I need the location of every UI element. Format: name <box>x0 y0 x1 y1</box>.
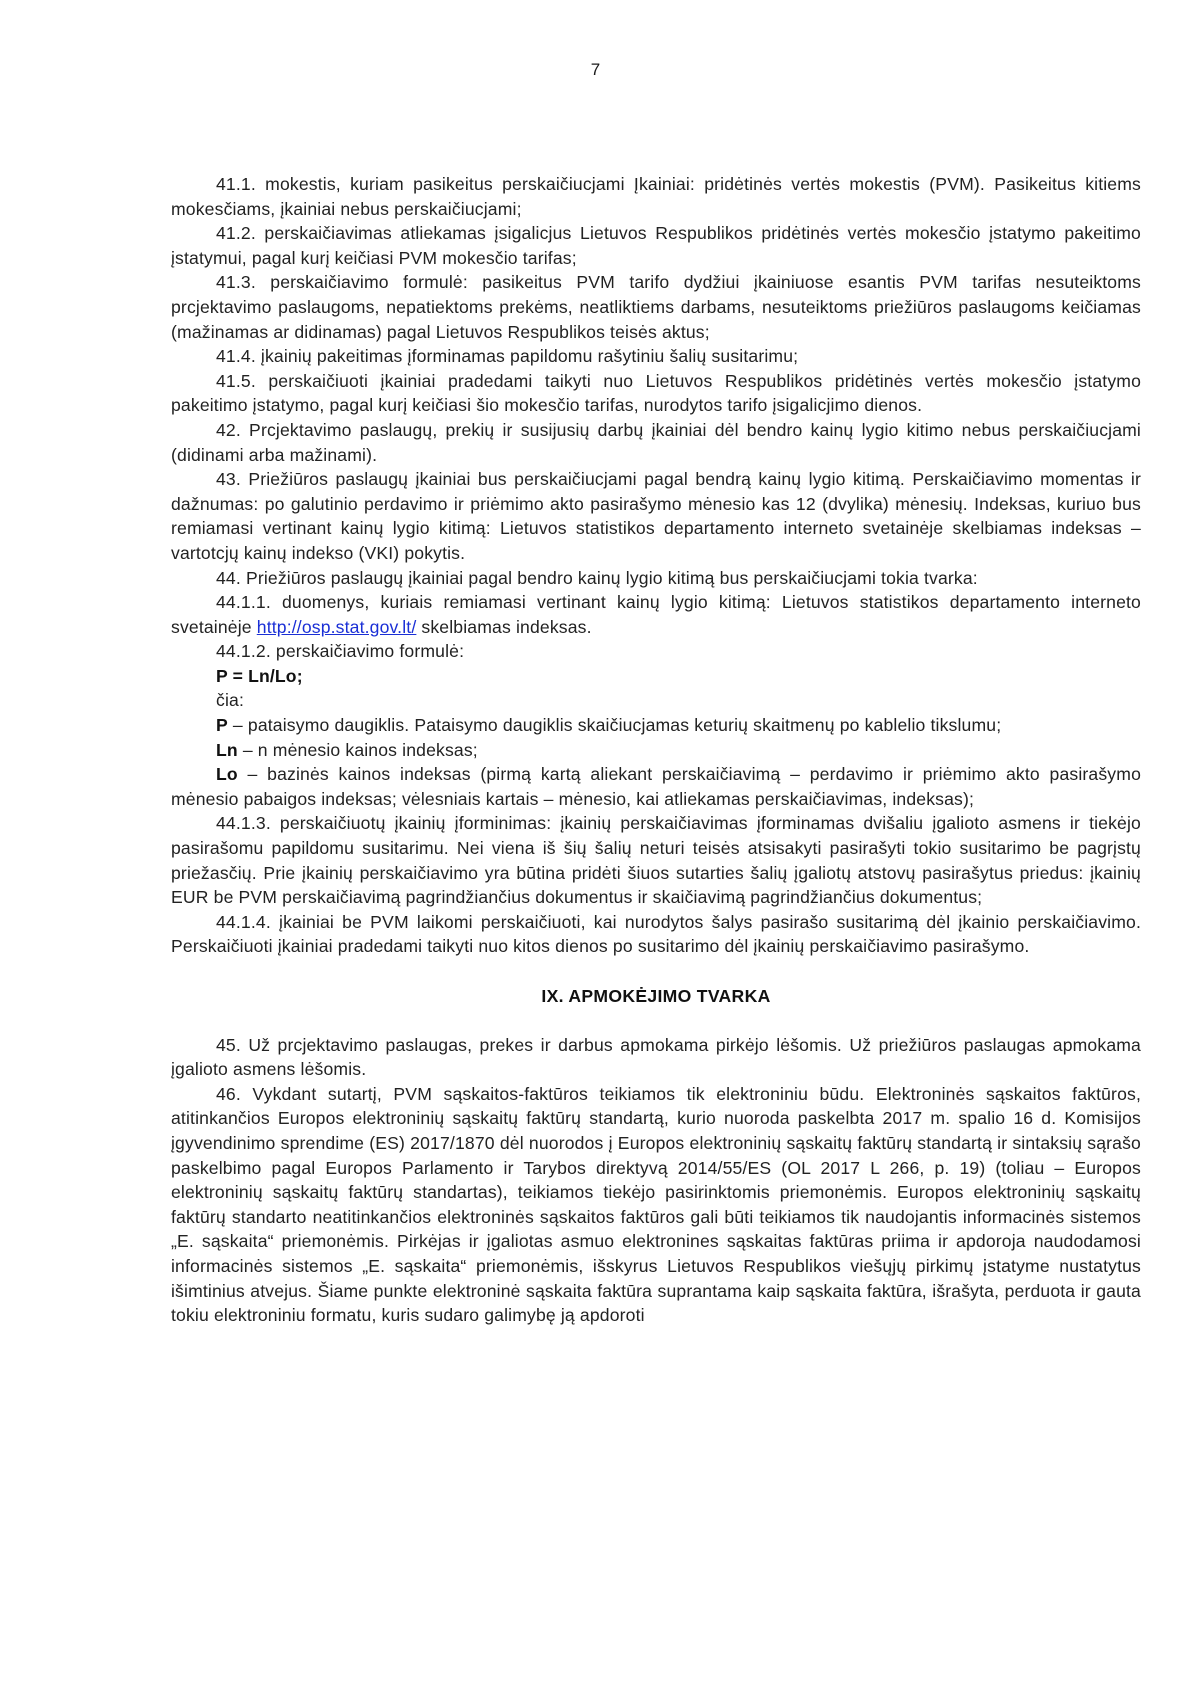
stat-website-link[interactable]: http://osp.stat.gov.lt/ <box>256 616 417 637</box>
definition-p-text: – pataisymo daugiklis. Pataisymo daugiklis skaičiucjamas keturių skaitmenų po kablelio tikslumu; <box>227 715 1002 736</box>
clause-43: 43. Priežiūros paslaugų įkainiai bus perskaičiucjami pagal bendrą kainų lygio kitimą. Perskaičiavimo momentas ir dažnumas: po galutinio perdavimo ir priėmimo akto pasirašymo mėnesio kas 12 (dvylika) mėnesių. Indeksas, kuriuo bus remiamasi vertinant kainų lygio kitimą: Lietuvos statistikos departamento interneto svetainėje skelbiamas indeksas – vartotcjų kainų indekso (VKI) pokytis. <box>171 469 1141 563</box>
clause-44-1-1 <box>171 590 1141 639</box>
where-label: čia: <box>216 690 244 711</box>
clause-44-1-3: 44.1.3. perskaičiuotų įkainių įforminimas: įkainių perskaičiavimas įforminamas dvišaliu įgalioto asmens ir tiekėjo pasirašomu papildomu susitarimu. Nei viena iš šių šalių neturi teisės atsisakyti pasirašyti tokio susitarimo be pagrįstų priežasčių. Prie įkainių perskaičiavimo yra būtina pridėti šiuos sutarties šalių įgaliotų atstovų pasirašytus priedus: įkainių EUR be PVM perskaičiavimą pagrindžiančius dokumentus ir skaičiavimą pagrindžiančius dokumentus; <box>171 813 1141 908</box>
page-number: 7 <box>590 60 601 79</box>
clause-41-5: 41.5. perskaičiuoti įkainiai pradedami taikyti nuo Lietuvos Respublikos pridėtinės vertės mokesčio įstatymo pakeitimo įstatymo, pagal kurį keičiasi šio mokesčio tarifas, nurodytos tarifo įsigalicjimo dienos. <box>171 370 1141 416</box>
clause-41-4: 41.4. įkainių pakeitimas įforminamas papildomu rašytiniu šalių susitarimu; <box>216 346 799 367</box>
document-body <box>171 172 1141 1328</box>
definition-p-term: P <box>216 715 228 736</box>
definition-ln-text: – n mėnesio kainos indeksas; <box>237 739 478 760</box>
clause-45: 45. Už prcjektavimo paslaugas, prekes ir darbus apmokama pirkėjo lėšomis. Už priežiūros paslaugas apmokama įgalioto asmens lėšomis. <box>171 1034 1141 1080</box>
clause-44-1-1-text: 44.1.1. duomenys, kuriais remiamasi vertinant kainų lygio kitimą: Lietuvos statistikos departamento interneto svetainėje <box>171 592 1141 637</box>
clause-41-2: 41.2. perskaičiavimas atliekamas įsigalicjus Lietuvos Respublikos pridėtinės vertės mokesčio įstatymo pakeitimo įstatymui, pagal kurį keičiasi PVM mokesčio tarifas; <box>171 223 1141 268</box>
section-heading: IX. APMOKĖJIMO TVARKA <box>541 986 771 1006</box>
clause-44-1-2: 44.1.2. perskaičiavimo formulė: <box>216 641 465 662</box>
definition-lo-text: – bazinės kainos indeksas (pirmą kartą aliekant perskaičiavimą – perdavimo ir priėmimo akto pasirašymo mėnesio pabaigos indeksas; vėlesniais kartais – mėnesio, kai atliekamas perskaičiavimas, indeksas); <box>171 764 1141 809</box>
clause-41-1: 41.1. mokestis, kuriam pasikeitus perskaičiucjami Įkainiai: pridėtinės vertės mokestis (PVM). Pasikeitus kitiems mokesčiams, įkainiai nebus perskaičiucjami; <box>171 174 1141 219</box>
clause-41-3: 41.3. perskaičiavimo formulė: pasikeitus PVM tarifo dydžiui įkainiuose esantis PVM tarifas nesuteiktoms prcjektavimo paslaugoms, nepatiektoms prekėms, neatliktiems darbams, nesuteiktoms priežiūros paslaugoms keičiamas (mažinamas ar didinamas) pagal Lietuvos Respublikos teisės aktus; <box>171 272 1141 342</box>
clause-42: 42. Prcjektavimo paslaugų, prekių ir susijusių darbų įkainiai dėl bendro kainų lygio kitimo nebus perskaičiucjami (didinami arba mažinami). <box>171 419 1141 465</box>
formula-text: P = Ln/Lo; <box>216 665 303 686</box>
clause-44-1-4: 44.1.4. įkainiai be PVM laikomi perskaičiuoti, kai nurodytos šalys pasirašo susitarimą dėl įkainio perskaičiavimo. Perskaičiuoti įkainiai pradedami taikyti nuo kitos dienos po susitarimo dėl įkainių perskaičiavimo pasirašymo. <box>171 911 1141 957</box>
definition-ln-term: Ln <box>216 739 238 760</box>
clause-44-1-1-tail: skelbiamas indeksas. <box>416 616 592 637</box>
clause-46: 46. Vykdant sutartį, PVM sąskaitos-faktūros teikiamos tik elektroniniu būdu. Elektroninės sąskaitos faktūros, atitinkančios Europos elektroninių sąskaitų faktūrų standartą, kurio nuoroda paskelbta 2017 m. spalio 16 d. Komisijos įgyvendinimo sprendime (ES) 2017/1870 dėl nuorodos į Europos elektroninių sąskaitų faktūrų standartą ir sintaksių sąrašo paskelbimo pagal Europos Parlamento ir Tarybos direktyvą 2014/55/ES (OL 2017 L 266, p. 19) (toliau – Europos elektroninių sąskaitų faktūrų standartas), teikiamos tiekėjo pasirinktomis priemonėmis. Europos elektroninių sąskaitų faktūrų standarto neatitinkančios elektroninės sąskaitos faktūros gali būti teikiamos tik naudojantis informacinės sistemos „E. sąskaita“ priemonėmis. Pirkėjas ir įgaliotas asmuo elektronines sąskaitas faktūras priima ir apdoroja naudodamosi informacinės sistemos „E. sąskaita“ priemonėmis, išskyrus Lietuvos Respublikos viešųjų pirkimų įstatyme nustatytus išimtinius atvejus. Šiame punkte elektroninė sąskaita faktūra suprantama kaip sąskaita faktūra, išrašyta, perduota ir gauta tokiu elektroniniu formatu, kuris sudaro galimybę ją apdoroti <box>171 1083 1141 1326</box>
formula <box>171 664 1141 689</box>
definition-p <box>171 713 1141 738</box>
definition-lo-term: Lo <box>216 764 238 785</box>
clause-44: 44. Priežiūros paslaugų įkainiai pagal bendro kainų lygio kitimą bus perskaičiucjami tokia tvarka: <box>216 567 978 588</box>
definition-lo <box>171 762 1141 811</box>
definition-ln <box>171 738 1141 763</box>
